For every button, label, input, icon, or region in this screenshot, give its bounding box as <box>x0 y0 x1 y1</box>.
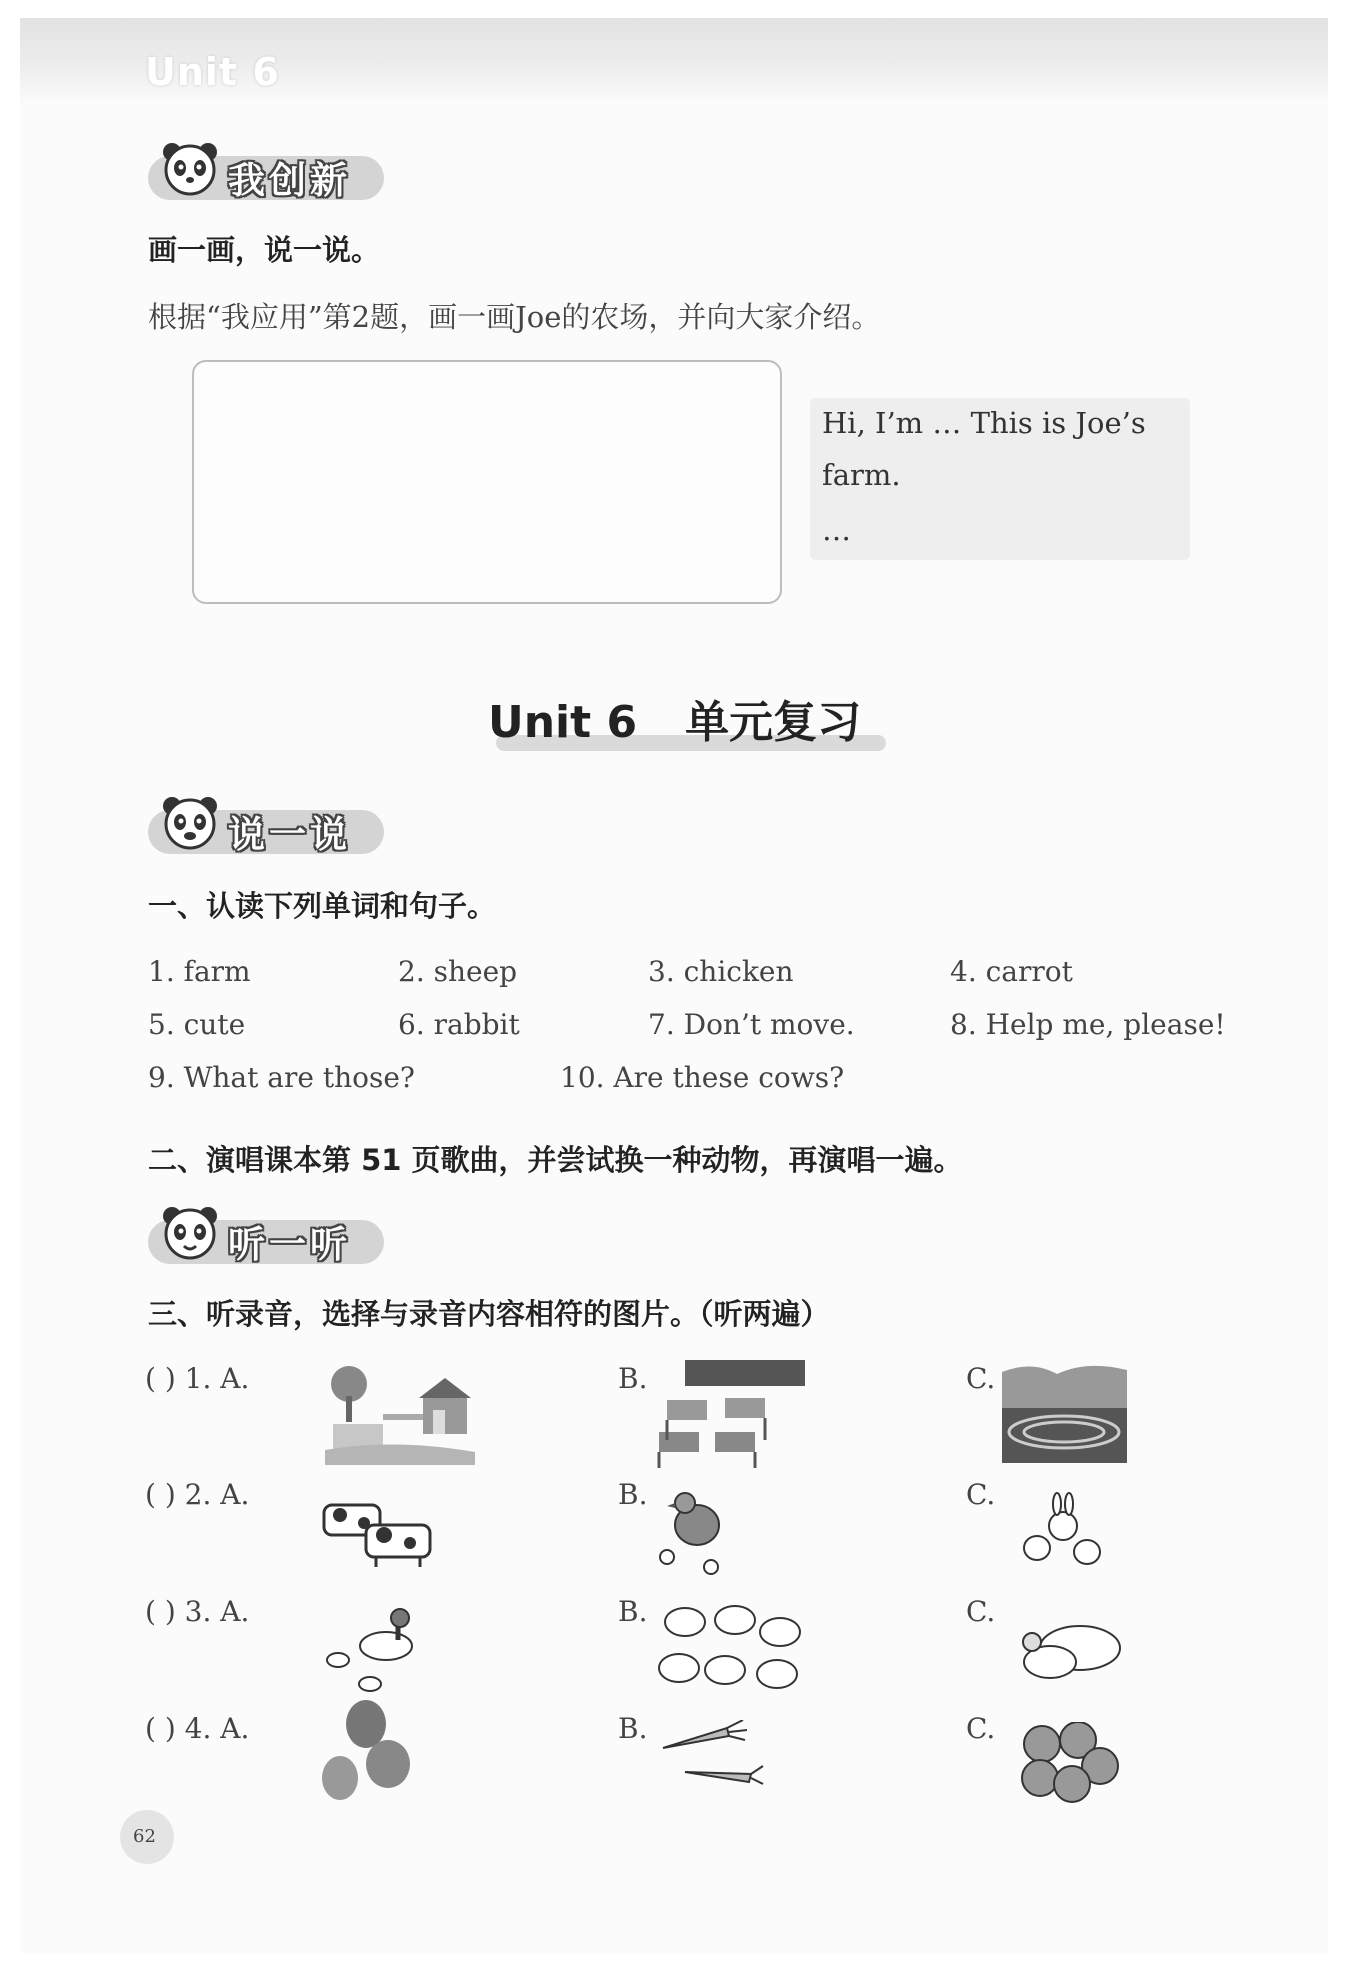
speak-section-header <box>148 792 388 854</box>
create-prompt: 根据“我应用”第2题，画一画Joe的农场，并向大家介绍。 <box>148 300 881 334</box>
classroom-picture <box>655 1360 805 1470</box>
vocab-item: 8. Help me, please! <box>950 1008 1226 1041</box>
option-b-label: B. <box>618 1712 648 1745</box>
answer-blank[interactable]: ( ) 4. A. <box>145 1712 250 1745</box>
section-title: 听一听 <box>228 1223 351 1266</box>
section-title: 我创新 <box>228 159 351 202</box>
vocab-item: 5. cute <box>148 1008 246 1041</box>
vocab-item: 3. chicken <box>648 955 794 988</box>
farm-picture <box>325 1360 475 1465</box>
option-c-label: C. <box>966 1595 996 1628</box>
q3-heading: 三、听录音，选择与录音内容相符的图片。（听两遍） <box>148 1297 830 1331</box>
review-title-en: Unit 6 <box>488 697 638 748</box>
panda-icon <box>158 792 222 856</box>
review-title-zh: 单元复习 <box>685 697 862 748</box>
panda-icon <box>158 138 222 202</box>
pears-picture <box>318 1698 413 1803</box>
option-b-label: B. <box>618 1362 648 1395</box>
cows-picture <box>320 1495 440 1570</box>
chickens-picture <box>655 1485 735 1580</box>
speech-line: Hi, I’m … This is Joe’s <box>822 406 1146 440</box>
vocab-item: 1. farm <box>148 955 251 988</box>
oranges-picture <box>1020 1722 1120 1804</box>
rabbits-picture <box>1015 1492 1115 1572</box>
playground-picture <box>1002 1360 1127 1465</box>
option-c-label: C. <box>966 1712 996 1745</box>
option-c-label: C. <box>966 1362 996 1395</box>
answer-blank[interactable]: ( ) 3. A. <box>145 1595 250 1628</box>
drawing-area[interactable] <box>192 360 782 604</box>
carrots-picture <box>655 1720 765 1790</box>
unit-tag: Unit 6 <box>145 50 280 94</box>
answer-blank[interactable]: ( ) 1. A. <box>145 1362 250 1395</box>
create-instruction: 画一画，说一说。 <box>148 233 381 267</box>
speech-sample-box <box>810 398 1190 560</box>
option-c-label: C. <box>966 1478 996 1511</box>
vocab-item: 2. sheep <box>398 955 518 988</box>
sheep-picture <box>1018 1618 1128 1688</box>
create-section-header <box>148 138 388 200</box>
vocab-item: 6. rabbit <box>398 1008 520 1041</box>
speech-line: farm. <box>822 458 901 492</box>
option-b-label: B. <box>618 1595 648 1628</box>
q2-heading: 二、演唱课本第 51 页歌曲，并尝试换一种动物，再演唱一遍。 <box>148 1143 963 1177</box>
vocab-item: 4. carrot <box>950 955 1073 988</box>
review-title <box>488 686 861 750</box>
panda-icon <box>158 1202 222 1266</box>
option-b-label: B. <box>618 1478 648 1511</box>
vocab-item: 9. What are those? <box>148 1061 415 1094</box>
speech-line: … <box>822 513 851 547</box>
listen-section-header <box>148 1202 388 1264</box>
vocab-item: 7. Don’t move. <box>648 1008 855 1041</box>
section-title: 说一说 <box>228 813 351 856</box>
q1-heading: 一、认读下列单词和句子。 <box>148 889 497 923</box>
answer-blank[interactable]: ( ) 2. A. <box>145 1478 250 1511</box>
page-number: 62 <box>133 1826 156 1847</box>
vocab-item: 10. Are these cows? <box>560 1061 845 1094</box>
pigs-picture <box>655 1602 805 1697</box>
ducks-picture <box>320 1600 430 1695</box>
